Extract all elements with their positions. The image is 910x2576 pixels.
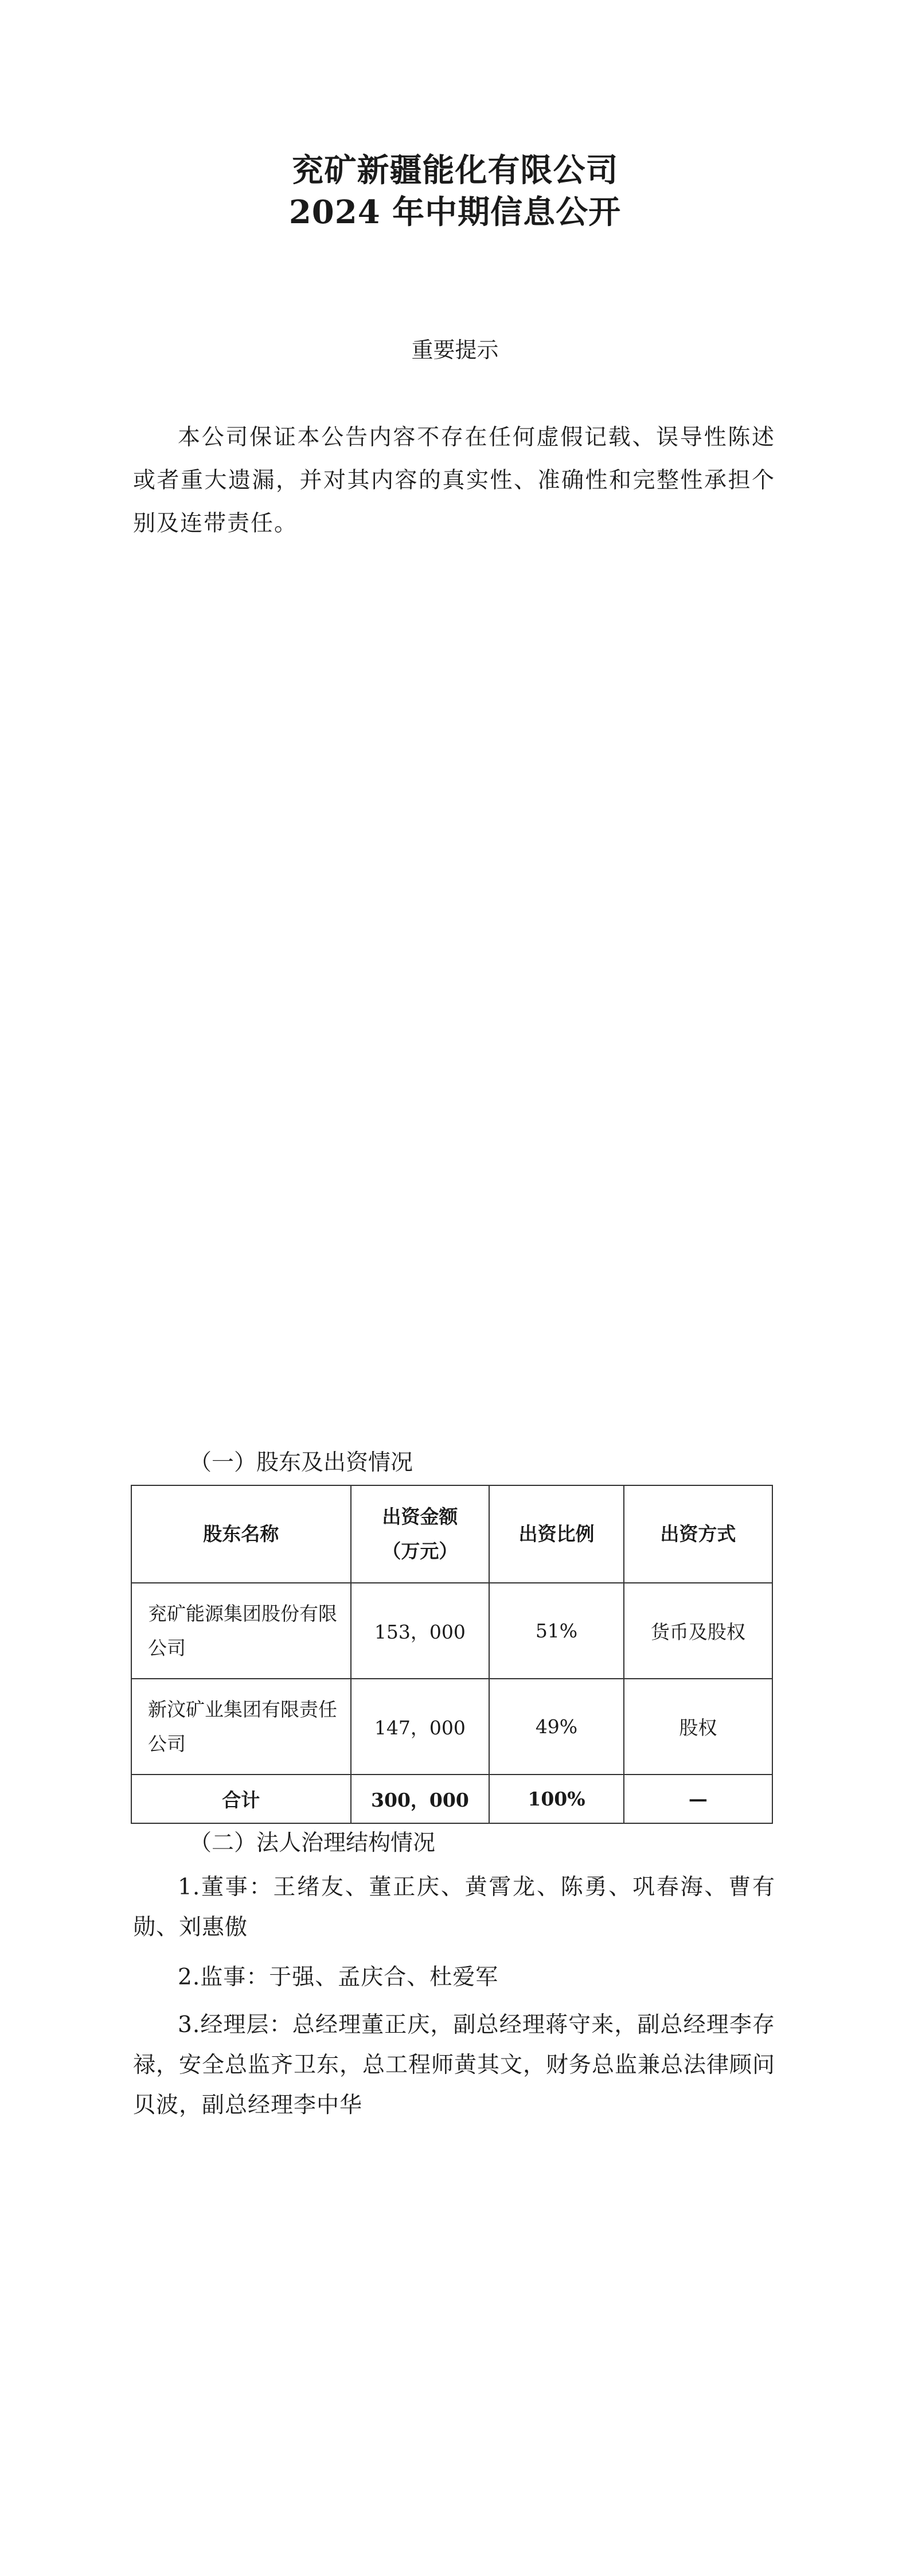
table-row [131, 1679, 772, 1775]
table-header-row [131, 1485, 772, 1583]
shareholder-name: 兖矿能源集团股份有限公司 [131, 1583, 351, 1679]
notice-heading: 重要提示 [411, 337, 499, 363]
governance-supervisors: 2.监事：于强、孟庆合、杜爱军 [178, 1964, 499, 1990]
col-header-amount [351, 1485, 490, 1583]
shareholder-method: 股权 [624, 1679, 772, 1775]
shareholders-table [131, 1485, 773, 1824]
notice-body: 本公司保证本公告内容不存在任何虚假记载、误导性陈述或者重大遗漏，并对其内容的真实性、准确性和完整性承担个别及连带责任。 [133, 425, 775, 536]
shareholder-ratio: 51% [489, 1583, 623, 1679]
shareholder-ratio: 49% [489, 1679, 623, 1775]
total-label: 合计 [131, 1775, 351, 1823]
shareholders-heading: （一）股东及出资情况 [189, 1450, 413, 1476]
table-total-row [131, 1775, 772, 1823]
col-header-method: 出资方式 [624, 1485, 772, 1583]
governance-directors: 1.董事：王绪友、董正庆、黄霄龙、陈勇、巩春海、曹有勋、刘惠傲 [133, 1874, 775, 1940]
document-title-line2: 2024 年中期信息公开 [288, 193, 622, 231]
col-header-name: 股东名称 [131, 1485, 351, 1583]
shareholder-name: 新汶矿业集团有限责任公司 [131, 1679, 351, 1775]
total-amount: 300，000 [351, 1775, 490, 1823]
total-method: — [624, 1775, 772, 1823]
shareholder-amount: 147，000 [351, 1679, 490, 1775]
col-header-amount-line2: （万元） [382, 1540, 458, 1562]
governance-management: 3.经理层：总经理董正庆，副总经理蒋守来，副总经理李存禄，安全总监齐卫东，总工程师黄其文，财务总监兼总法律顾问贝波，副总经理李中华 [133, 2012, 776, 2118]
col-header-ratio: 出资比例 [489, 1485, 623, 1583]
shareholder-method: 货币及股权 [624, 1583, 772, 1679]
total-ratio: 100% [489, 1775, 623, 1823]
document-title-line1: 兖矿新疆能化有限公司 [291, 151, 619, 189]
shareholder-amount: 153，000 [351, 1583, 490, 1679]
table-row [131, 1583, 772, 1679]
col-header-amount-line1: 出资金额 [382, 1505, 458, 1528]
governance-heading: （二）法人治理结构情况 [189, 1830, 436, 1856]
